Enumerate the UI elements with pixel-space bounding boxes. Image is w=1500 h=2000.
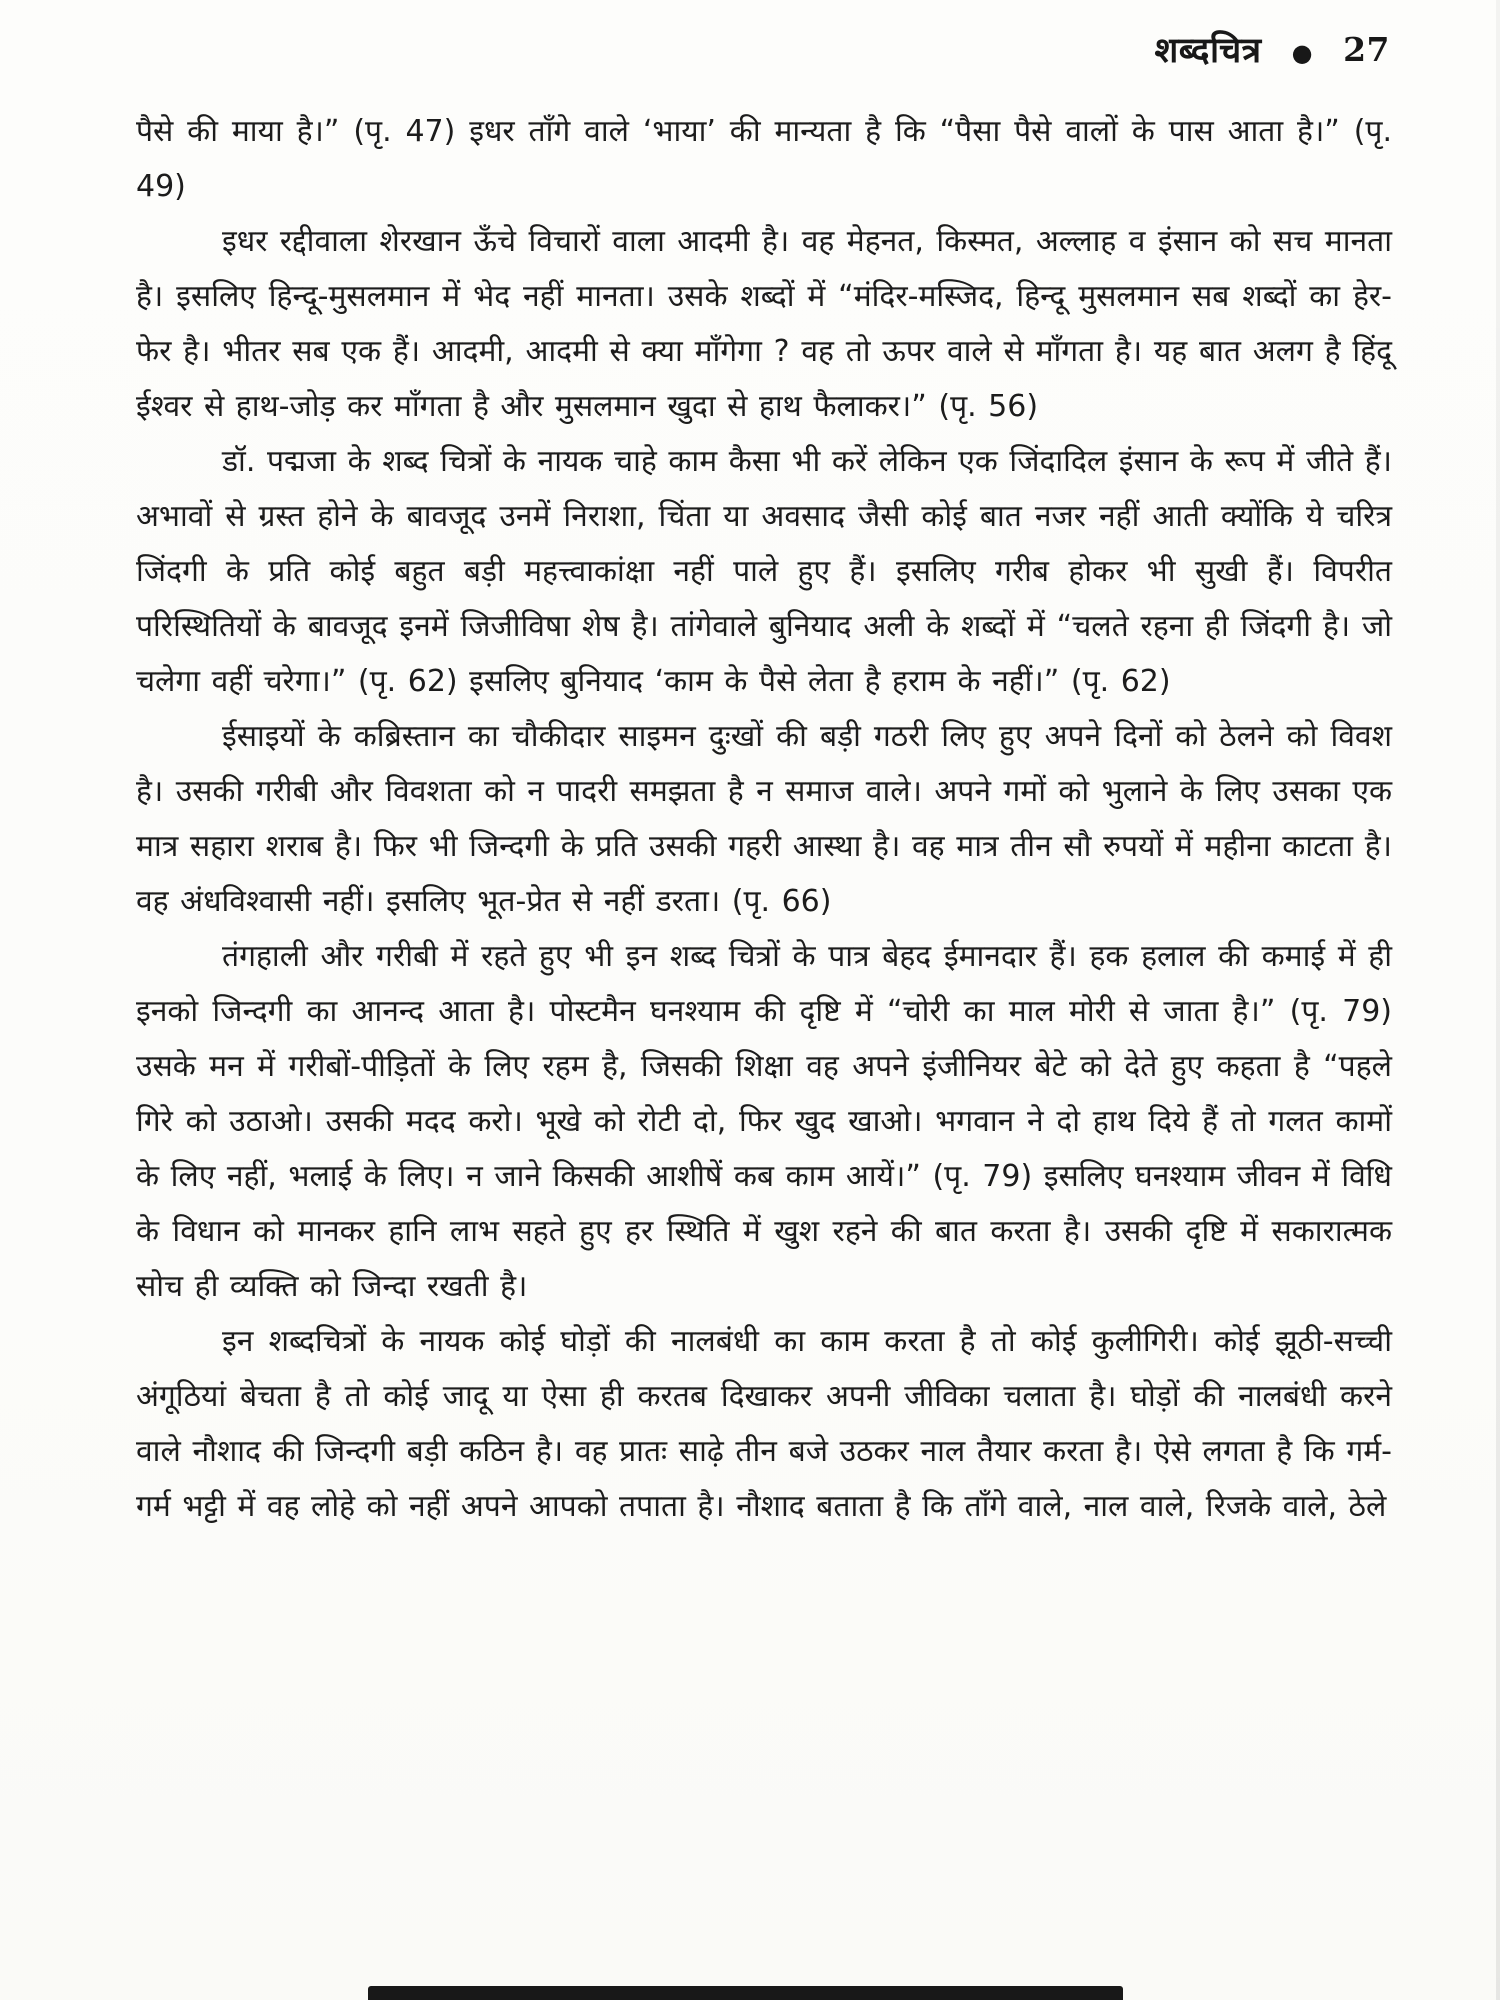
running-title: शब्दचित्र <box>1154 31 1262 71</box>
scan-edge-artifact <box>368 1986 1123 2000</box>
page-body <box>136 104 1392 1534</box>
paragraph-postman-ghanshyam: तंगहाली और गरीबी में रहते हुए भी इन शब्द चित्रों के पात्र बेहद ईमानदार हैं। हक हलाल की कमाई में ही इनको जिन्दगी का आनन्द आता है। पोस्टमैन घनश्याम की दृष्टि में “चोरी का माल मोरी से जाता है।” (पृ. 79) उसके मन में गरीबों-पीड़ितों के लिए रहम है, जिसकी शिक्षा वह अपने इंजीनियर बेटे को देते हुए कहता है “पहले गिरे को उठाओ। उसकी मदद करो। भूखे को रोटी दो, फिर खुद खाओ। भगवान ने दो हाथ दिये हैं तो गलत कामों के लिए नहीं, भलाई के लिए। न जाने किसकी आशीषें कब काम आयें।” (पृ. 79) इसलिए घनश्याम जीवन में विधि के विधान को मानकर हानि लाभ सहते हुए हर स्थिति में खुश रहने की बात करता है। उसकी दृष्टि में सकारात्मक सोच ही व्यक्ति को जिन्दा रखती है। <box>136 939 1392 1304</box>
paragraph-naushad: इन शब्दचित्रों के नायक कोई घोड़ों की नालबंधी का काम करता है तो कोई कुलीगिरी। कोई झूठी-सच्ची अंगूठियां बेचता है तो कोई जादू या ऐसा ही करतब दिखाकर अपनी जीविका चलाता है। घोड़ों की नालबंधी करने वाले नौशाद की जिन्दगी बड़ी कठिन है। वह प्रातः साढ़े तीन बजे उठकर नाल तैयार करता है। ऐसे लगता है कि गर्म-गर्म भट्टी में वह लोहे को नहीं अपने आपको तपाता है। नौशाद बताता है कि ताँगे वाले, नाल वाले, रिजके वाले, ठेले <box>136 1324 1392 1524</box>
scan-edge-shadow <box>1496 0 1500 2000</box>
page-header <box>1154 26 1390 73</box>
paragraph-simon-chowkidar: ईसाइयों के कब्रिस्तान का चौकीदार साइमन दुःखों की बड़ी गठरी लिए हुए अपने दिनों को ठेलने को विवश है। उसकी गरीबी और विवशता को न पादरी समझता है न समाज वाले। अपने गमों को भुलाने के लिए उसका एक मात्र सहारा शराब है। फिर भी जिन्दगी के प्रति उसकी गहरी आस्था है। वह मात्र तीन सौ रुपयों में महीना काटता है। वह अंधविश्वासी नहीं। इसलिए भूत-प्रेत से नहीं डरता। (पृ. 66) <box>136 719 1392 919</box>
paragraph-sherkhan: इधर रद्दीवाला शेरखान ऊँचे विचारों वाला आदमी है। वह मेहनत, किस्मत, अल्लाह व इंसान को सच मानता है। इसलिए हिन्दू-मुसलमान में भेद नहीं मानता। उसके शब्दों में “मंदिर-मस्जिद, हिन्दू मुसलमान सब शब्दों का हेर-फेर है। भीतर सब एक हैं। आदमी, आदमी से क्या माँगेगा ? वह तो ऊपर वाले से माँगता है। यह बात अलग है हिंदू ईश्वर से हाथ-जोड़ कर माँगता है और मुसलमान खुदा से हाथ फैलाकर।” (पृ. 56) <box>136 224 1392 424</box>
page-number: 27 <box>1343 30 1390 69</box>
bullet-separator-icon: ● <box>1291 38 1314 67</box>
paragraph-continuation: पैसे की माया है।” (पृ. 47) इधर ताँगे वाले ‘भाया’ की मान्यता है कि “पैसा पैसे वालों के पास आता है।” (पृ. 49) <box>136 114 1392 204</box>
paragraph-padmaja-nayak: डॉ. पद्मजा के शब्द चित्रों के नायक चाहे काम कैसा भी करें लेकिन एक जिंदादिल इंसान के रूप में जीते हैं। अभावों से ग्रस्त होने के बावजूद उनमें निराशा, चिंता या अवसाद जैसी कोई बात नजर नहीं आती क्योंकि ये चरित्र जिंदगी के प्रति कोई बहुत बड़ी महत्त्वाकांक्षा नहीं पाले हुए हैं। इसलिए गरीब होकर भी सुखी हैं। विपरीत परिस्थितियों के बावजूद इनमें जिजीविषा शेष है। तांगेवाले बुनियाद अली के शब्दों में “चलते रहना ही जिंदगी है। जो चलेगा वहीं चरेगा।” (पृ. 62) इसलिए बुनियाद ‘काम के पैसे लेता है हराम के नहीं।” (पृ. 62) <box>136 444 1392 699</box>
